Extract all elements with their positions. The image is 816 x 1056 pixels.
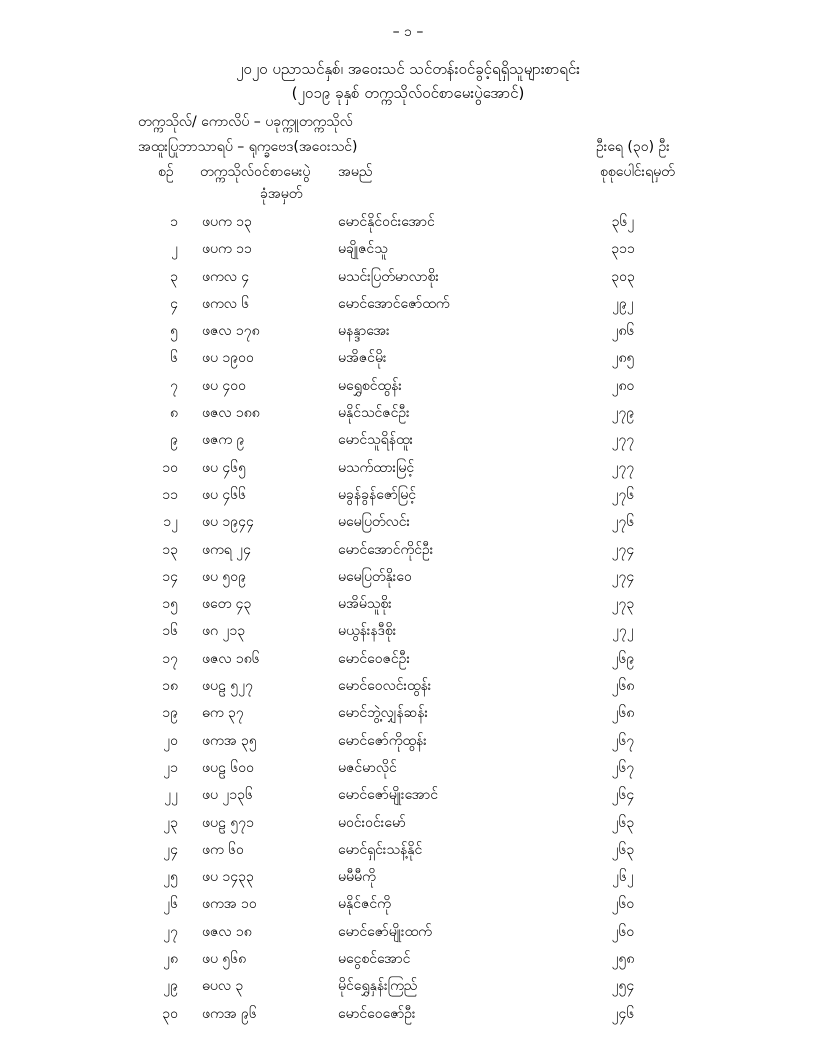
table-row — [0, 840, 816, 867]
total-score-cell: ၂၇၄ — [611, 568, 635, 585]
total-score-cell: ၂၆၃ — [611, 841, 635, 858]
student-name-cell: မောင်ဝေဇင်ဦး — [338, 650, 410, 667]
student-name-cell: မယွန်းနဒီစိုး — [338, 623, 397, 640]
exam-roll-cell: ဖပ ၄၀၀ — [202, 377, 247, 394]
total-score-cell: ၂၆၈ — [611, 678, 635, 695]
serial-no-cell: ၂၃ — [163, 814, 178, 831]
student-name-cell: မချိုဇင်သူ — [338, 241, 388, 258]
total-score-cell: ၂၇၄ — [611, 541, 635, 558]
table-row — [0, 649, 816, 676]
student-name-cell: မနိုင်သင်ဇင်ဦး — [338, 405, 410, 422]
serial-no-cell: ၂၀ — [163, 732, 178, 749]
exam-roll-cell: ဖကရ ၂၄ — [202, 541, 251, 558]
exam-roll-cell: ဖပ ၄၆၅ — [202, 459, 247, 476]
student-name-cell: မရွှေစင်ထွန်း — [338, 377, 402, 394]
serial-no-cell: ၂ — [171, 241, 178, 258]
table-row — [0, 758, 816, 785]
student-name-cell: မမီမီကို — [338, 869, 376, 886]
total-score-cell: ၂၇၉ — [611, 405, 635, 422]
student-name-cell: မောင်ဇော်ကိုထွန်း — [338, 732, 427, 749]
table-row — [0, 621, 816, 648]
serial-no-cell: ၉ — [170, 432, 178, 449]
header-name: အမည် — [338, 164, 373, 180]
table-row — [0, 922, 816, 949]
student-name-cell: မမေပြတ်နိုးဝေ — [338, 568, 412, 585]
major-line: အထူးပြုဘာသာရပ် – ရုက္ခဗေဒ(အဝေးသင်) — [138, 139, 358, 155]
exam-roll-cell: ဖပဠ ၅၂၇ — [202, 678, 254, 695]
table-row — [0, 594, 816, 621]
student-name-cell: မနိုင်ဇင်ကို — [338, 896, 391, 913]
table-row — [0, 731, 816, 758]
table-row — [0, 321, 816, 348]
total-score-cell: ၂၆၇ — [611, 732, 635, 749]
table-row — [0, 348, 816, 375]
total-score-cell: ၂၈၀ — [611, 377, 635, 394]
serial-no-cell: ၆ — [170, 350, 178, 367]
header-total-score: စုစုပေါင်းရမှတ် — [600, 164, 675, 180]
serial-no-cell: ၁၄ — [162, 568, 178, 585]
table-row — [0, 976, 816, 1003]
student-name-cell: မခွန်ခွန်ဇော်မြင့် — [338, 486, 417, 503]
student-name-cell: မငွေစင်အောင် — [338, 951, 411, 968]
exam-roll-cell: ဓပလ ၃ — [202, 978, 244, 995]
serial-no-cell: ၂၆ — [163, 896, 178, 913]
student-name-cell: မဇင်မာလိုင် — [338, 759, 397, 776]
serial-no-cell: ၂၈ — [163, 951, 178, 968]
total-score-cell: ၂၇၇ — [611, 432, 635, 449]
serial-no-cell: ၁၀ — [162, 459, 178, 476]
total-score-cell: ၂၈၅ — [611, 350, 635, 367]
table-row — [0, 676, 816, 703]
student-name-cell: မောင်သူရိန်ထူး — [338, 432, 414, 449]
serial-no-cell: ၅ — [170, 323, 178, 340]
table-row — [0, 894, 816, 921]
student-name-cell: မောင်ဇော်မျိုးထက် — [338, 923, 432, 940]
exam-roll-cell: ဖဇလ ၁၇၈ — [202, 323, 260, 340]
total-score-cell: ၂၆၃ — [611, 814, 635, 831]
student-name-cell: မောင်ဝေဇော်ဦး — [338, 1005, 416, 1022]
exam-roll-cell: ဖပ ၁၉၄၄ — [202, 514, 254, 531]
table-row — [0, 512, 816, 539]
student-name-cell: မိုင်ရွှေနှန်းကြည် — [338, 978, 418, 995]
exam-roll-cell: ဖပ ၁၄၃၃ — [202, 869, 254, 886]
header-exam-roll-line2: ခုံအမှတ် — [260, 186, 303, 202]
header-serial-no: စဉ် — [158, 164, 174, 180]
header-exam-roll: တက္ကသိုလ်ဝင်စာမေးပွဲ — [200, 164, 311, 180]
total-score-cell: ၂၄၆ — [611, 1005, 635, 1022]
serial-no-cell: ၂၉ — [163, 978, 178, 995]
exam-roll-cell: ဖတေ ၄၃ — [202, 596, 252, 613]
serial-no-cell: ၁၁ — [162, 486, 178, 503]
serial-no-cell: ၃ — [170, 268, 178, 285]
student-name-cell: မအိမ်သူစိုး — [338, 596, 392, 613]
serial-no-cell: ၁၃ — [162, 541, 178, 558]
exam-roll-cell: ဖကလ ၄ — [202, 268, 250, 285]
exam-roll-cell: ဖပ ၅၆၈ — [202, 951, 247, 968]
exam-roll-cell: ဖကအ ၉၆ — [202, 1005, 257, 1022]
university-line: တက္ကသိုလ်/ ကောလိပ် – ပခုက္ကူတက္ကသိုလ် — [138, 114, 353, 130]
exam-roll-cell: ဖပဠ ၅၇၁ — [202, 814, 255, 831]
table-row — [0, 294, 816, 321]
page-number: – ၁ – — [392, 24, 424, 40]
student-name-cell: မသက်ထားမြင့် — [338, 459, 415, 476]
table-row — [0, 376, 816, 403]
student-name-cell: မောင်အောင်ဇော်ထက် — [338, 295, 450, 312]
student-name-cell: မနန္ဒာအေး — [338, 323, 390, 340]
total-score-cell: ၃၀၃ — [611, 268, 635, 285]
serial-no-cell: ၄ — [170, 295, 178, 312]
exam-roll-cell: ဖဇက ၉ — [202, 432, 245, 449]
exam-roll-cell: ဖဇလ ၁၈၆ — [202, 650, 260, 667]
exam-roll-cell: ဖကအ ၃၅ — [202, 732, 257, 749]
total-score-cell: ၂၅၈ — [611, 951, 635, 968]
student-name-cell: မဝင်းဝင်းမော် — [338, 814, 406, 831]
serial-no-cell: ၇ — [170, 377, 178, 394]
total-score-cell: ၂၆၈ — [611, 705, 635, 722]
table-row — [0, 949, 816, 976]
student-name-cell: မောင်ဝေလင်းထွန်း — [338, 678, 432, 695]
student-name-cell: မောင်အောင်ကိုင်ဦး — [338, 541, 434, 558]
table-row — [0, 267, 816, 294]
serial-no-cell: ၁၅ — [162, 596, 178, 613]
serial-no-cell: ၂၅ — [163, 869, 178, 886]
exam-roll-cell: ဖပက ၁၁ — [202, 241, 252, 258]
exam-roll-cell: ဖပ ၅၀၉ — [202, 568, 247, 585]
total-score-cell: ၂၉၂ — [612, 295, 634, 312]
serial-no-cell: ၃၀ — [162, 1005, 178, 1022]
serial-no-cell: ၁၂ — [163, 514, 178, 531]
exam-roll-cell: ဓက ၃၇ — [202, 705, 244, 722]
total-score-cell: ၂၆၇ — [611, 759, 635, 776]
exam-roll-cell: ဖပက ၁၃ — [202, 214, 252, 230]
table-row — [0, 403, 816, 430]
exam-roll-cell: ဖဂ ၂၁၃ — [202, 623, 246, 640]
total-count: ဦးရေ (၃၀) ဦး — [596, 139, 670, 155]
exam-roll-cell: ဖကလ ၆ — [202, 295, 250, 312]
student-name-cell: မသင်းပြတ်မာလာစိုး — [338, 268, 439, 285]
serial-no-cell: ၁၇ — [162, 650, 178, 667]
serial-no-cell: ၁၉ — [162, 705, 178, 722]
table-row — [0, 703, 816, 730]
serial-no-cell: ၂၂ — [164, 787, 178, 804]
table-row — [0, 567, 816, 594]
exam-roll-cell: ဖပ ၁၉၀၀ — [202, 350, 254, 367]
student-name-cell: မောင်ဇော်မျိုးအောင် — [338, 787, 439, 804]
total-score-cell: ၂၇၂ — [612, 623, 634, 640]
exam-roll-cell: ဖဇလ ၁၈၈ — [202, 405, 260, 422]
student-name-cell: မောင်ဘွဲ့လျှန်ဆန်း — [338, 705, 429, 722]
serial-no-cell: ၂၁ — [163, 759, 178, 776]
student-list — [0, 212, 816, 1031]
table-row — [0, 239, 816, 266]
total-score-cell: ၃၁၁ — [611, 241, 635, 258]
table-row — [0, 485, 816, 512]
serial-no-cell: ၁ — [170, 214, 178, 230]
total-score-cell: ၂၇၆ — [611, 486, 635, 503]
table-row — [0, 867, 816, 894]
table-row — [0, 785, 816, 812]
total-score-cell: ၂၇၇ — [611, 459, 635, 476]
table-row — [0, 540, 816, 567]
student-name-cell: မောင်ရှင်းသန့်နိုင် — [338, 841, 423, 858]
exam-roll-cell: ဖကအ ၁၀ — [202, 896, 257, 913]
serial-no-cell: ၈ — [170, 405, 178, 422]
serial-no-cell: ၁၈ — [162, 678, 178, 695]
table-row — [0, 212, 816, 239]
total-score-cell: ၂၆၉ — [611, 650, 635, 667]
student-name-cell: မောင်နိုင်ဝင်းအောင် — [338, 214, 435, 230]
total-score-cell: ၂၇၆ — [611, 514, 635, 531]
total-score-cell: ၃၆၂ — [611, 214, 635, 230]
total-score-cell: ၂၇၃ — [611, 596, 635, 613]
table-row — [0, 813, 816, 840]
serial-no-cell: ၂၄ — [163, 841, 178, 858]
exam-roll-cell: ဖက ၆၀ — [202, 841, 244, 858]
document-title: ၂၀၂၀ ပညာသင်နှစ်၊ အဝေးသင် သင်တန်းဝင်ခွင့်ရရှိသူများစာရင်း — [236, 60, 580, 78]
total-score-cell: ၂၆၀ — [611, 923, 635, 940]
exam-roll-cell: ဖဇလ ၁၈ — [202, 923, 252, 940]
total-score-cell: ၂၆၂ — [612, 869, 634, 886]
exam-roll-cell: ဖပဠ ၆၀၀ — [202, 759, 255, 776]
student-name-cell: မမေပြတ်လင်း — [338, 514, 411, 531]
serial-no-cell: ၁၆ — [162, 623, 178, 640]
exam-roll-cell: ဖပ ၄၆၆ — [202, 486, 247, 503]
total-score-cell: ၂၆၀ — [611, 896, 635, 913]
table-row — [0, 1004, 816, 1031]
exam-roll-cell: ဖပ ၂၁၃၆ — [202, 787, 253, 804]
table-row — [0, 458, 816, 485]
total-score-cell: ၂၈၆ — [611, 323, 635, 340]
table-row — [0, 430, 816, 457]
document-subtitle: (၂၀၁၉ ခုနှစ် တက္ကသိုလ်ဝင်စာမေးပွဲအောင်) — [291, 84, 525, 102]
serial-no-cell: ၂၇ — [163, 923, 178, 940]
total-score-cell: ၂၆၄ — [611, 787, 635, 804]
student-name-cell: မအိဇင်မိုး — [338, 350, 387, 367]
total-score-cell: ၂၅၄ — [611, 978, 635, 995]
